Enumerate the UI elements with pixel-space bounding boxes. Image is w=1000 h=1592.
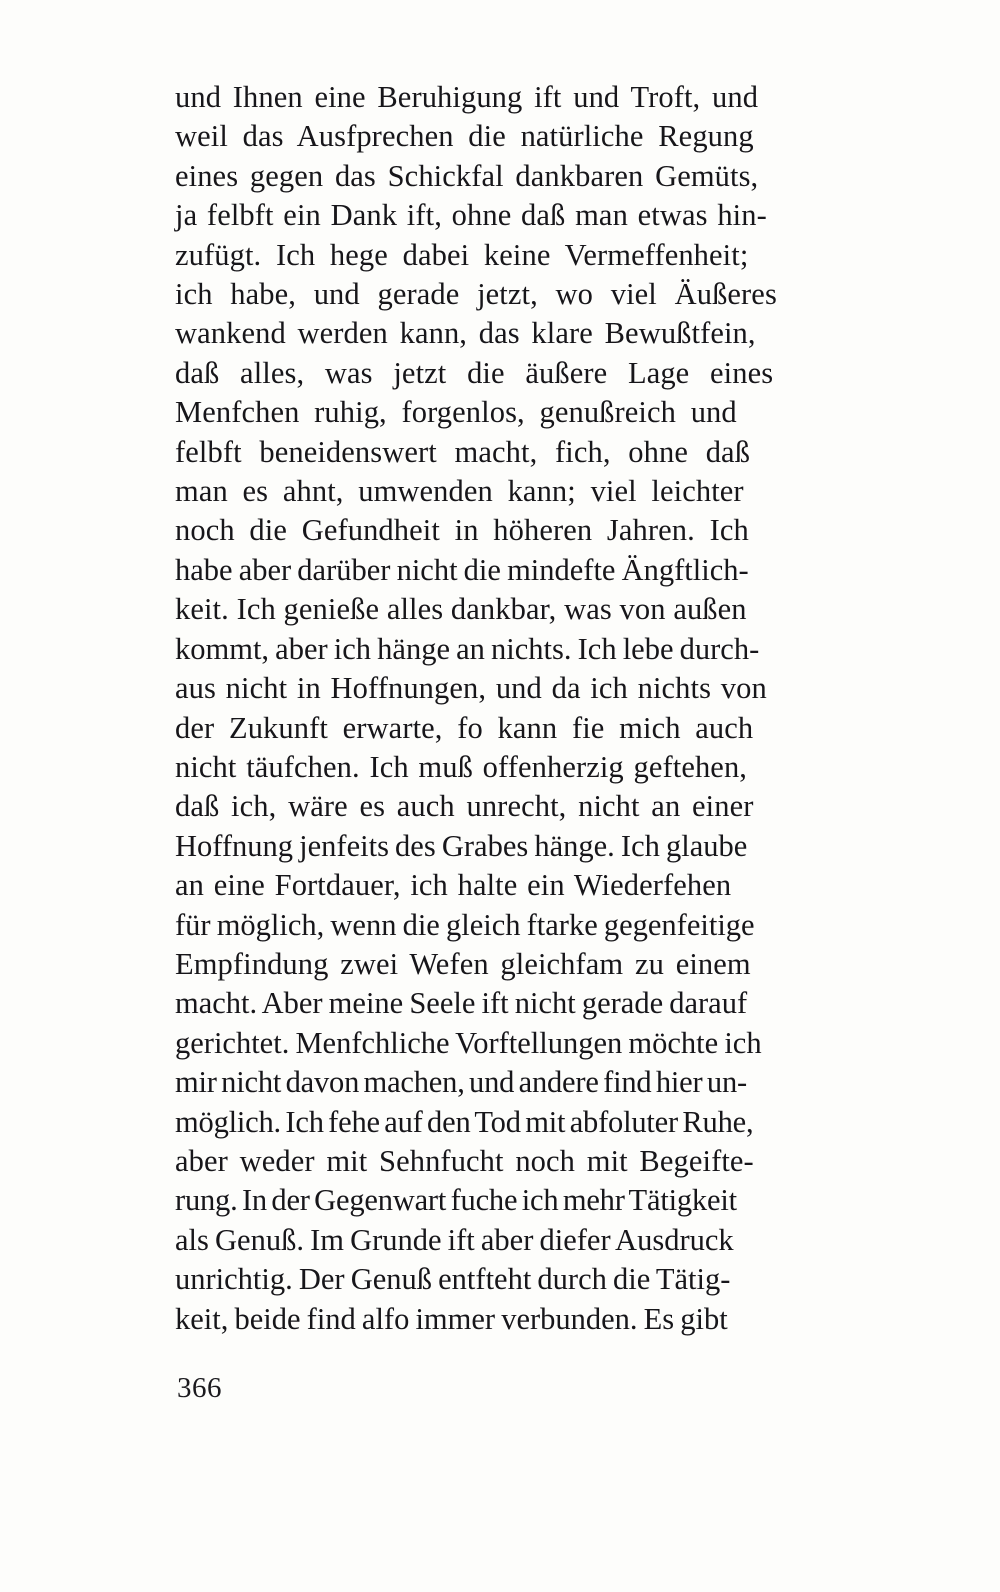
text-line: als Genuß. Im Grunde ift aber diefer Ausdruck <box>175 1222 734 1257</box>
text-line: zufügt. Ich hege dabei keine Vermeffenheit; <box>175 237 749 272</box>
text-line: an eine Fortdauer, ich halte ein Wiederfehen <box>175 868 732 903</box>
text-line: der Zukunft erwarte, fo kann fie mich auch <box>175 710 754 745</box>
text-line: für möglich, wenn die gleich ftarke gegenfeitige <box>175 907 755 942</box>
text-line: und Ihnen eine Beruhigung ift und Troft, und <box>175 80 759 114</box>
text-line: macht. Aber meine Seele ift nicht gerade darauf <box>175 986 748 1021</box>
text-line: eines gegen das Schickfal dankbaren Gemüts, <box>175 158 759 193</box>
text-line: gerichtet. Menfchliche Vorftellungen möchte ich <box>175 1025 762 1060</box>
text-line: unrichtig. Der Genuß entfteht durch die Tätig- <box>175 1262 731 1297</box>
text-line: noch die Gefundheit in höheren Jahren. Ich <box>175 513 749 548</box>
text-line: wankend werden kann, das klare Bewußtfein, <box>175 316 756 351</box>
text-line: daß ich, wäre es auch unrecht, nicht an einer <box>175 789 754 824</box>
text-line: habe aber darüber nicht die mindefte Ängftlich- <box>175 552 749 587</box>
text-line: keit, beide find alfo immer verbunden. Es gibt <box>175 1301 728 1336</box>
text-line: aus nicht in Hoffnungen, und da ich nichts von <box>175 671 767 706</box>
text-line: mir nicht davon machen, und andere find hier un- <box>175 1065 747 1100</box>
text-line: weil das Ausfprechen die natürliche Regung <box>175 119 754 154</box>
text-line: Hoffnung jenfeits des Grabes hänge. Ich glaube <box>175 828 748 863</box>
text-line: felbft beneidenswert macht, fich, ohne daß <box>175 434 751 469</box>
text-line: möglich. Ich fehe auf den Tod mit abfoluter Ruhe, <box>175 1104 754 1139</box>
text-line: aber weder mit Sehnfucht noch mit Begeifte- <box>175 1143 754 1178</box>
text-line: ich habe, und gerade jetzt, wo viel Äußeres <box>175 277 777 312</box>
text-line: keit. Ich genieße alles dankbar, was von außen <box>175 592 747 627</box>
text-line: rung. In der Gegenwart fuche ich mehr Tätigkeit <box>175 1183 737 1218</box>
page-body-text <box>175 78 931 1339</box>
text-line: kommt, aber ich hänge an nichts. Ich lebe durch- <box>175 631 760 666</box>
text-line: man es ahnt, umwenden kann; viel leichter <box>175 474 744 509</box>
page-number: 366 <box>177 1372 222 1404</box>
text-line: daß alles, was jetzt die äußere Lage eines <box>175 355 774 390</box>
text-line: nicht täufchen. Ich muß offenherzig geftehen, <box>175 749 748 784</box>
text-line: Empfindung zwei Wefen gleichfam zu einem <box>175 946 751 981</box>
text-line: Menfchen ruhig, forgenlos, genußreich und <box>175 395 737 430</box>
text-line: ja felbft ein Dank ift, ohne daß man etwas hin- <box>175 198 767 233</box>
